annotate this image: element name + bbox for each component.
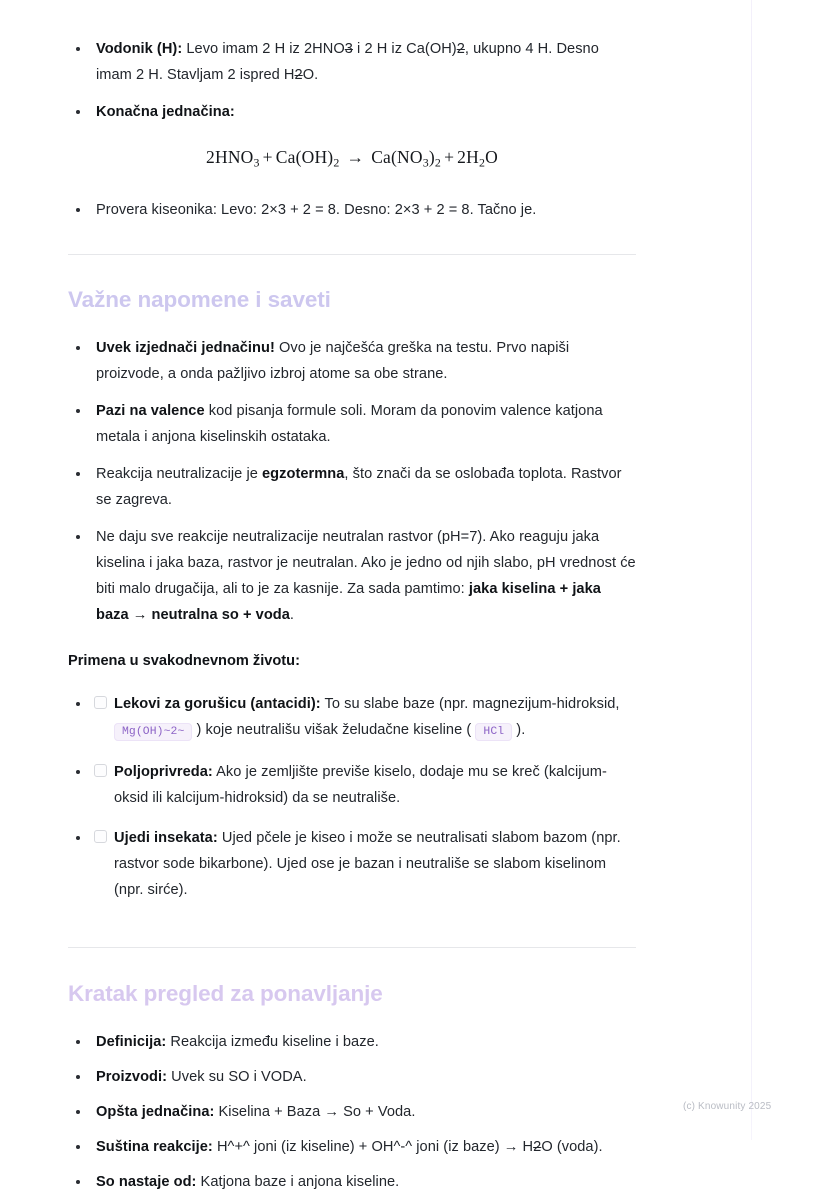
list-item-lead: egzotermna bbox=[262, 466, 345, 483]
list-item-body: Reakcija između kiseline i baze. bbox=[166, 1034, 379, 1051]
page-title-review: Kratak pregled za ponavljanje bbox=[68, 981, 383, 1007]
oxygen-check-text: Provera kiseonika: Levo: 2×3 + 2 = 8. Desno: 2×3 + 2 = 8. Tačno je. bbox=[96, 202, 537, 219]
hydrogen-count-text: Levo imam 2 H iz 2HNO3 i 2 H iz Ca(OH)2, ukupno 4 H. Desno imam 2 H. Stavljam 2 ispred H2O. bbox=[96, 41, 599, 83]
list-item-body: . bbox=[289, 607, 295, 624]
list-item bbox=[68, 524, 636, 628]
list-item-body-a: Ujed pčele je kiseo i može se neutralisati slabom bazom (npr. rastvor sode bikarbone). Ujed ose je bazan i neutrališe se slabom kiselinom (npr. sirće). bbox=[114, 830, 621, 899]
list-item-body: Ovo je najčešća greška na testu. Prvo napiši proizvode, a onda pažljivo izbroj atome sa obe strane. bbox=[96, 340, 570, 383]
copyright-watermark: (c) Knowunity 2025 bbox=[683, 1101, 772, 1112]
list-item bbox=[68, 36, 636, 88]
list-item-body-a: To su slabe baze (npr. magnezijum-hidroksid, bbox=[320, 696, 620, 713]
list-item-body: , što znači da se oslobađa toplota. Rastvor se zagreva. bbox=[96, 466, 622, 509]
equation-lhs-2: $Ca(OH)_2$ bbox=[275, 147, 340, 170]
list-item-prefix: Reakcija neutralizacije je bbox=[96, 466, 263, 483]
list-item bbox=[68, 1099, 636, 1125]
code-magnesium-hydroxide: Mg(OH)~2~ bbox=[114, 723, 192, 741]
list-item bbox=[68, 691, 636, 745]
list-item-body-c: ). bbox=[512, 722, 526, 739]
code-hydrochloric-acid: HCl bbox=[475, 723, 512, 741]
list-item bbox=[68, 99, 636, 125]
list-item-lead: Konačna jednačina: bbox=[96, 104, 235, 120]
review-list bbox=[68, 1029, 636, 1195]
list-item bbox=[68, 759, 636, 811]
equation-rhs-1: $Ca(NO_3)_2$ bbox=[371, 147, 442, 170]
balancing-steps-list bbox=[68, 36, 636, 125]
equation-plus-2: + bbox=[444, 147, 455, 167]
list-item-body-a: H^+^ joni (iz kiseline) + OH^-^ joni (iz baze) → H bbox=[212, 1139, 534, 1156]
list-item-lead: Definicija: bbox=[96, 1034, 167, 1051]
list-item-lead: jaka kiselina + jaka baza → neutralna so + voda bbox=[96, 581, 601, 624]
list-item-prefix: Ne daju sve reakcije neutralizacije neutralan rastvor (pH=7). Ako reaguju jaka kiselina i jaka baza, rastvor je neutralan. Ako je jedno od njih slabo, pH vrednost će biti malo drugačija, ali to je za kasnije. Za sada pamtimo: bbox=[96, 529, 636, 598]
notes-list bbox=[68, 335, 636, 628]
strike-digit: 2 bbox=[456, 41, 465, 57]
list-item-lead: Opšta jednačina: bbox=[96, 1104, 215, 1121]
list-item-lead: Lekovi za gorušicu (antacidi): bbox=[114, 696, 321, 713]
list-item-body: Uvek su SO i VODA. bbox=[167, 1069, 307, 1086]
checkbox-agriculture[interactable] bbox=[94, 764, 107, 777]
list-item-lead: Proizvodi: bbox=[96, 1069, 168, 1086]
list-item bbox=[68, 335, 636, 387]
list-item-body: Katjona baze i anjona kiseline. bbox=[196, 1174, 400, 1191]
strike-digit: 2 bbox=[294, 67, 303, 83]
equation-rhs-2: $2H_2O$ bbox=[457, 147, 498, 170]
list-item-body-b: ) koje neutrališu višak želudačne kiseline ( bbox=[192, 722, 476, 739]
list-item bbox=[68, 461, 636, 513]
list-item bbox=[68, 1064, 636, 1090]
equation-arrow: → bbox=[346, 147, 365, 167]
list-item-body: Kiselina + Baza → So + Voda. bbox=[214, 1104, 416, 1121]
list-item-lead: So nastaje od: bbox=[96, 1174, 197, 1191]
list-item-body: kod pisanja formule soli. Moram da ponovim valence katjona metala i anjona kiselinskih ostataka. bbox=[96, 403, 603, 446]
list-item-lead: Suština reakcije: bbox=[96, 1139, 213, 1156]
list-item-body-a: Ako je zemljište previše kiselo, dodaje mu se kreč (kalcijum-oksid ili kalcijum-hidroksid) da se neutrališe. bbox=[114, 764, 607, 807]
list-item-lead: Poljoprivreda: bbox=[114, 764, 213, 781]
list-item-lead: Uvek izjednači jednačinu! bbox=[96, 340, 275, 357]
oxygen-check-list bbox=[68, 197, 636, 223]
list-item-body-b: O (voda). bbox=[541, 1139, 603, 1156]
application-subheading: Primena u svakodnevnom životu: bbox=[68, 653, 300, 670]
list-item-lead: Vodonik (H): bbox=[96, 41, 183, 57]
list-item bbox=[68, 1134, 636, 1160]
list-item-lead: Ujedi insekata: bbox=[114, 830, 218, 847]
final-equation-math bbox=[68, 147, 636, 170]
strike-digit: 3 bbox=[344, 41, 353, 57]
note-content-column bbox=[68, 0, 636, 1204]
list-item bbox=[68, 398, 636, 450]
strike-digit: 2 bbox=[533, 1139, 542, 1156]
equation-plus: + bbox=[262, 147, 273, 167]
checkbox-antacids[interactable] bbox=[94, 696, 107, 709]
equation-lhs: $2HNO_3$ bbox=[206, 147, 260, 170]
list-item-lead: Pazi na valence bbox=[96, 403, 205, 420]
list-item bbox=[68, 197, 636, 223]
list-item bbox=[68, 1169, 636, 1195]
list-item bbox=[68, 1029, 636, 1055]
applications-task-list bbox=[68, 691, 636, 903]
checkbox-insect-bites[interactable] bbox=[94, 830, 107, 843]
page-title-notes: Važne napomene i saveti bbox=[68, 287, 331, 313]
page-gutter-rule bbox=[751, 0, 752, 1140]
list-item bbox=[68, 825, 636, 903]
